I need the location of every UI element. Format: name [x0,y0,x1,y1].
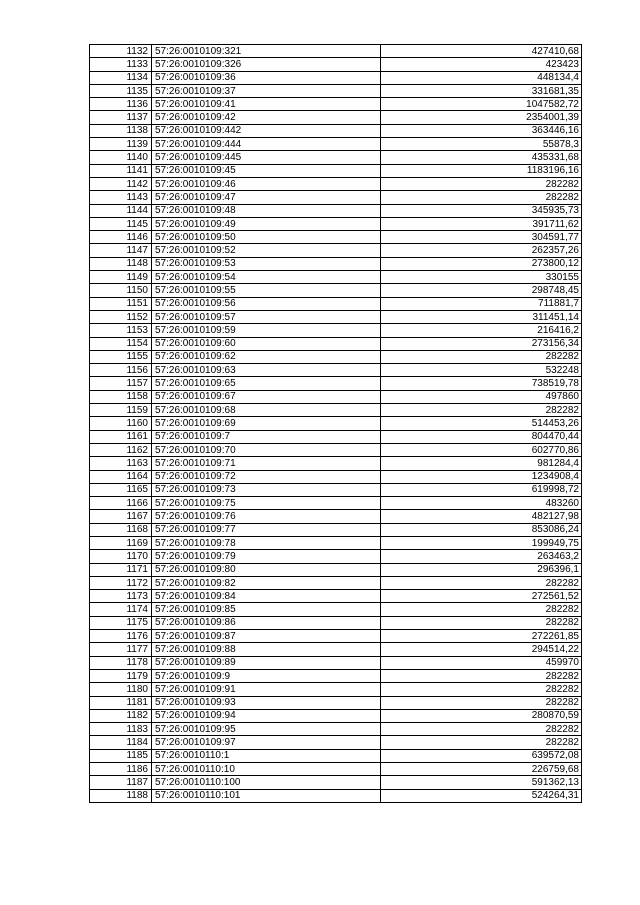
cadastral-value-cell: 345935,73 [381,204,582,217]
cadastral-value-cell: 280870,59 [381,709,582,722]
table-row [90,683,582,696]
table-row [90,257,582,270]
table-row [90,776,582,789]
cadastral-value-cell: 216416,2 [381,324,582,337]
cadastral-number-cell: 57:26:0010109:70 [152,443,381,456]
cadastral-number-cell: 57:26:0010109:69 [152,417,381,430]
cadastral-number-cell: 57:26:0010109:79 [152,550,381,563]
cadastral-number-cell: 57:26:0010109:78 [152,536,381,549]
cadastral-number-cell: 57:26:0010109:94 [152,709,381,722]
cadastral-value-cell: 282282 [381,669,582,682]
cadastral-value-cell: 853086,24 [381,523,582,536]
row-number-cell: 1165 [90,483,152,496]
cadastral-value-cell: 273156,34 [381,337,582,350]
row-number-cell: 1174 [90,603,152,616]
cadastral-number-cell: 57:26:0010109:76 [152,510,381,523]
table-row [90,151,582,164]
cadastral-value-cell: 282282 [381,177,582,190]
cadastral-number-cell: 57:26:0010109:53 [152,257,381,270]
table-row [90,191,582,204]
cadastral-value-cell: 282282 [381,404,582,417]
table-row [90,417,582,430]
row-number-cell: 1138 [90,124,152,137]
cadastral-value-cell: 282282 [381,696,582,709]
row-number-cell: 1172 [90,576,152,589]
table-row [90,709,582,722]
cadastral-number-cell: 57:26:0010109:87 [152,630,381,643]
cadastral-number-cell: 57:26:0010109:47 [152,191,381,204]
row-number-cell: 1157 [90,377,152,390]
table-row [90,576,582,589]
row-number-cell: 1184 [90,736,152,749]
row-number-cell: 1166 [90,497,152,510]
table-row [90,111,582,124]
row-number-cell: 1132 [90,45,152,58]
cadastral-number-cell: 57:26:0010109:80 [152,563,381,576]
cadastral-value-cell: 363446,16 [381,124,582,137]
cadastral-value-cell: 273800,12 [381,257,582,270]
table-row [90,244,582,257]
cadastral-number-cell: 57:26:0010109:97 [152,736,381,749]
cadastral-number-cell: 57:26:0010109:73 [152,483,381,496]
table-row [90,470,582,483]
cadastral-value-cell: 532248 [381,364,582,377]
row-number-cell: 1142 [90,177,152,190]
table-row [90,284,582,297]
cadastral-value-cell: 1047582,72 [381,98,582,111]
table-row [90,390,582,403]
cadastral-number-cell: 57:26:0010110:1 [152,749,381,762]
table-row [90,231,582,244]
row-number-cell: 1137 [90,111,152,124]
cadastral-number-cell: 57:26:0010109:77 [152,523,381,536]
table-row [90,630,582,643]
table-row [90,789,582,802]
cadastral-number-cell: 57:26:0010109:37 [152,84,381,97]
table-row [90,324,582,337]
cadastral-number-cell: 57:26:0010109:57 [152,310,381,323]
table-row [90,430,582,443]
cadastral-number-cell: 57:26:0010109:59 [152,324,381,337]
table-row [90,164,582,177]
cadastral-value-cell: 294514,22 [381,643,582,656]
cadastral-number-cell: 57:26:0010109:54 [152,271,381,284]
cadastral-number-cell: 57:26:0010109:82 [152,576,381,589]
row-number-cell: 1139 [90,138,152,151]
row-number-cell: 1135 [90,84,152,97]
row-number-cell: 1133 [90,58,152,71]
table-row [90,58,582,71]
table-row [90,696,582,709]
table-row [90,217,582,230]
cadastral-value-cell: 282282 [381,576,582,589]
cadastral-number-cell: 57:26:0010109:75 [152,497,381,510]
row-number-cell: 1134 [90,71,152,84]
cadastral-value-cell: 298748,45 [381,284,582,297]
cadastral-number-cell: 57:26:0010109:55 [152,284,381,297]
table-row [90,271,582,284]
cadastral-value-cell: 282282 [381,723,582,736]
table-row [90,457,582,470]
row-number-cell: 1147 [90,244,152,257]
cadastral-value-cell: 296396,1 [381,563,582,576]
cadastral-number-cell: 57:26:0010109:93 [152,696,381,709]
cadastral-value-cell: 1183196,16 [381,164,582,177]
table-row [90,483,582,496]
row-number-cell: 1148 [90,257,152,270]
table-row [90,603,582,616]
table-row [90,643,582,656]
row-number-cell: 1177 [90,643,152,656]
cadastral-value-cell: 282282 [381,350,582,363]
cadastral-value-cell: 427410,68 [381,45,582,58]
row-number-cell: 1186 [90,763,152,776]
cadastral-value-cell: 482127,98 [381,510,582,523]
table-row [90,550,582,563]
cadastral-number-cell: 57:26:0010109:71 [152,457,381,470]
table-row [90,536,582,549]
cadastral-number-cell: 57:26:0010109:84 [152,590,381,603]
cadastral-value-cell: 391711,62 [381,217,582,230]
cadastral-value-cell: 282282 [381,736,582,749]
cadastral-value-cell: 981284,4 [381,457,582,470]
table-row [90,124,582,137]
cadastral-number-cell: 57:26:0010110:100 [152,776,381,789]
table-row [90,763,582,776]
row-number-cell: 1173 [90,590,152,603]
table-row [90,590,582,603]
table-row [90,310,582,323]
cadastral-value-cell: 619998,72 [381,483,582,496]
cadastral-value-cell: 711881,7 [381,297,582,310]
cadastral-number-cell: 57:26:0010109:67 [152,390,381,403]
cadastral-number-cell: 57:26:0010109:65 [152,377,381,390]
row-number-cell: 1187 [90,776,152,789]
cadastral-value-cell: 304591,77 [381,231,582,244]
cadastral-value-cell: 423423 [381,58,582,71]
row-number-cell: 1183 [90,723,152,736]
table-row [90,297,582,310]
cadastral-value-cell: 282282 [381,603,582,616]
table-row [90,138,582,151]
cadastral-value-cell: 282282 [381,683,582,696]
cadastral-number-cell: 57:26:0010109:326 [152,58,381,71]
cadastral-number-cell: 57:26:0010109:9 [152,669,381,682]
cadastral-value-cell: 591362,13 [381,776,582,789]
cadastral-number-cell: 57:26:0010109:48 [152,204,381,217]
row-number-cell: 1168 [90,523,152,536]
row-number-cell: 1153 [90,324,152,337]
cadastral-value-cell: 263463,2 [381,550,582,563]
cadastral-number-cell: 57:26:0010109:42 [152,111,381,124]
cadastral-number-cell: 57:26:0010109:95 [152,723,381,736]
cadastral-value-cell: 282282 [381,616,582,629]
cadastral-value-cell: 514453,26 [381,417,582,430]
cadastral-number-cell: 57:26:0010109:7 [152,430,381,443]
table-row [90,404,582,417]
row-number-cell: 1152 [90,310,152,323]
cadastral-value-cell: 1234908,4 [381,470,582,483]
row-number-cell: 1170 [90,550,152,563]
row-number-cell: 1164 [90,470,152,483]
cadastral-value-cell: 311451,14 [381,310,582,323]
cadastral-value-cell: 330155 [381,271,582,284]
cadastral-number-cell: 57:26:0010109:60 [152,337,381,350]
cadastral-number-cell: 57:26:0010109:86 [152,616,381,629]
cadastral-value-cell: 483260 [381,497,582,510]
table-row [90,84,582,97]
cadastral-number-cell: 57:26:0010109:49 [152,217,381,230]
cadastral-value-cell: 602770,86 [381,443,582,456]
table-row [90,98,582,111]
row-number-cell: 1136 [90,98,152,111]
cadastral-value-cell: 262357,26 [381,244,582,257]
row-number-cell: 1149 [90,271,152,284]
cadastral-number-cell: 57:26:0010109:50 [152,231,381,244]
cadastral-number-cell: 57:26:0010109:85 [152,603,381,616]
row-number-cell: 1143 [90,191,152,204]
row-number-cell: 1154 [90,337,152,350]
table-row [90,497,582,510]
cadastral-number-cell: 57:26:0010110:101 [152,789,381,802]
cadastral-value-cell: 639572,08 [381,749,582,762]
row-number-cell: 1185 [90,749,152,762]
cadastral-value-cell: 2354001,39 [381,111,582,124]
cadastral-number-cell: 57:26:0010109:442 [152,124,381,137]
cadastral-number-cell: 57:26:0010109:88 [152,643,381,656]
cadastral-value-cell: 497860 [381,390,582,403]
row-number-cell: 1158 [90,390,152,403]
row-number-cell: 1150 [90,284,152,297]
table-row [90,749,582,762]
table-row [90,71,582,84]
cadastral-value-cell: 272561,52 [381,590,582,603]
row-number-cell: 1155 [90,350,152,363]
cadastral-value-cell: 226759,68 [381,763,582,776]
cadastral-value-cell: 448134,4 [381,71,582,84]
cadastral-value-cell: 524264,31 [381,789,582,802]
cadastral-value-cell: 459970 [381,656,582,669]
cadastral-number-cell: 57:26:0010109:444 [152,138,381,151]
cadastral-value-cell: 282282 [381,191,582,204]
row-number-cell: 1145 [90,217,152,230]
row-number-cell: 1181 [90,696,152,709]
table-row [90,337,582,350]
table-body [90,45,582,803]
cadastral-value-cell: 199949,75 [381,536,582,549]
row-number-cell: 1179 [90,669,152,682]
table-row [90,563,582,576]
row-number-cell: 1146 [90,231,152,244]
row-number-cell: 1167 [90,510,152,523]
table-row [90,350,582,363]
cadastral-number-cell: 57:26:0010109:36 [152,71,381,84]
row-number-cell: 1141 [90,164,152,177]
cadastral-number-cell: 57:26:0010109:56 [152,297,381,310]
cadastral-number-cell: 57:26:0010109:72 [152,470,381,483]
table-row [90,364,582,377]
row-number-cell: 1178 [90,656,152,669]
cadastral-number-cell: 57:26:0010109:445 [152,151,381,164]
cadastral-number-cell: 57:26:0010109:91 [152,683,381,696]
cadastral-value-cell: 55878,3 [381,138,582,151]
row-number-cell: 1159 [90,404,152,417]
cadastral-number-cell: 57:26:0010109:41 [152,98,381,111]
cadastral-value-table [89,44,582,803]
cadastral-number-cell: 57:26:0010109:45 [152,164,381,177]
table-row [90,656,582,669]
row-number-cell: 1162 [90,443,152,456]
row-number-cell: 1182 [90,709,152,722]
row-number-cell: 1171 [90,563,152,576]
row-number-cell: 1175 [90,616,152,629]
row-number-cell: 1151 [90,297,152,310]
table-row [90,723,582,736]
table-row [90,377,582,390]
table-row [90,523,582,536]
table-row [90,204,582,217]
cadastral-number-cell: 57:26:0010109:68 [152,404,381,417]
row-number-cell: 1169 [90,536,152,549]
row-number-cell: 1140 [90,151,152,164]
table-row [90,616,582,629]
cadastral-value-cell: 331681,35 [381,84,582,97]
cadastral-value-cell: 804470,44 [381,430,582,443]
cadastral-value-cell: 272261,85 [381,630,582,643]
cadastral-number-cell: 57:26:0010109:52 [152,244,381,257]
row-number-cell: 1180 [90,683,152,696]
cadastral-number-cell: 57:26:0010109:89 [152,656,381,669]
cadastral-value-cell: 435331,68 [381,151,582,164]
row-number-cell: 1163 [90,457,152,470]
row-number-cell: 1176 [90,630,152,643]
row-number-cell: 1156 [90,364,152,377]
cadastral-value-cell: 738519,78 [381,377,582,390]
cadastral-number-cell: 57:26:0010109:62 [152,350,381,363]
row-number-cell: 1188 [90,789,152,802]
table-row [90,45,582,58]
table-row [90,736,582,749]
row-number-cell: 1144 [90,204,152,217]
cadastral-number-cell: 57:26:0010109:321 [152,45,381,58]
row-number-cell: 1161 [90,430,152,443]
table-row [90,669,582,682]
table-row [90,177,582,190]
row-number-cell: 1160 [90,417,152,430]
cadastral-number-cell: 57:26:0010109:63 [152,364,381,377]
table-row [90,510,582,523]
table-row [90,443,582,456]
cadastral-number-cell: 57:26:0010109:46 [152,177,381,190]
cadastral-number-cell: 57:26:0010110:10 [152,763,381,776]
